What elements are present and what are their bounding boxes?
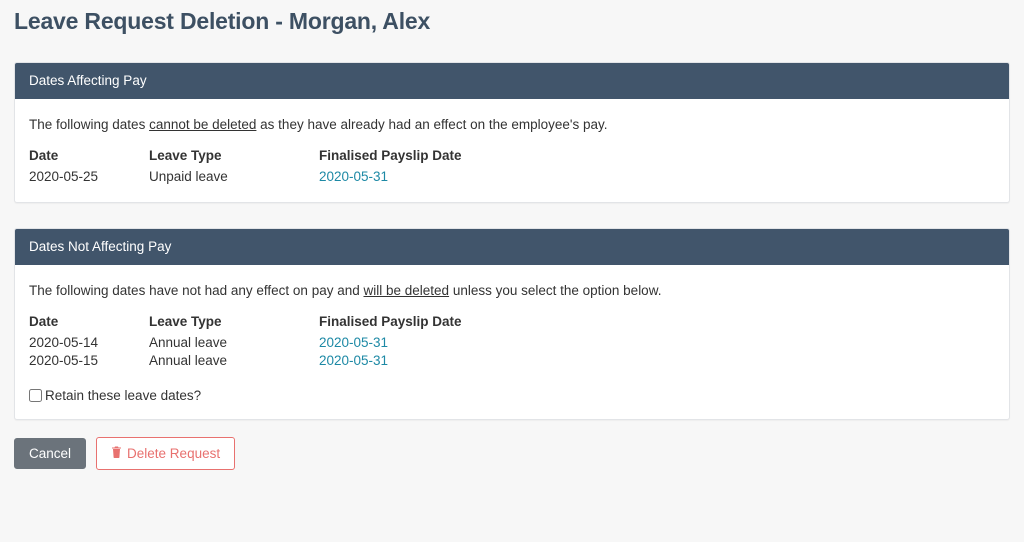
intro-text-after: as they have already had an effect on the employee's pay. [256, 117, 608, 132]
affecting-pay-table [29, 148, 995, 186]
column-header-leave-type: Leave Type [149, 148, 222, 163]
intro-text-before: The following dates have not had any effect on pay and [29, 283, 364, 298]
dates-not-affecting-pay-panel [14, 228, 1010, 420]
dates-not-affecting-pay-header: Dates Not Affecting Pay [15, 229, 1009, 265]
table-row [29, 334, 995, 352]
intro-text-before: The following dates [29, 117, 150, 132]
retain-leave-dates-checkbox[interactable] [29, 389, 42, 402]
affecting-pay-table-body [29, 168, 995, 186]
retain-leave-dates-row[interactable] [29, 388, 995, 403]
cell-payslip-date [319, 334, 995, 352]
column-header-date: Date [29, 314, 59, 329]
not-affecting-pay-table [29, 314, 995, 370]
dates-affecting-pay-body [15, 99, 1009, 202]
intro-text-after: unless you select the option below. [449, 283, 662, 298]
intro-text-emphasis: cannot be deleted [149, 117, 257, 132]
column-header-date: Date [29, 148, 59, 163]
intro-text-emphasis: will be deleted [363, 283, 450, 298]
table-row [29, 168, 995, 186]
table-row [29, 352, 995, 370]
cell-leave-type: Annual leave [149, 335, 228, 350]
delete-request-label: Delete Request [127, 445, 221, 461]
action-buttons [14, 437, 1024, 470]
cell-payslip-date [319, 168, 995, 186]
cell-leave-type: Annual leave [149, 353, 228, 368]
cell-date: 2020-05-14 [29, 335, 99, 350]
trash-icon [111, 446, 122, 461]
dates-affecting-pay-panel [14, 62, 1010, 203]
cell-leave-type: Unpaid leave [149, 169, 228, 184]
column-header-finalised-payslip-date: Finalised Payslip Date [319, 314, 462, 329]
table-header-row [29, 314, 995, 334]
retain-leave-dates-label: Retain these leave dates? [45, 388, 202, 403]
not-affecting-pay-table-body [29, 334, 995, 370]
affecting-pay-table-head [29, 148, 995, 168]
dates-affecting-pay-header: Dates Affecting Pay [15, 63, 1009, 99]
dates-not-affecting-pay-intro [29, 283, 995, 298]
cancel-button[interactable]: Cancel [14, 438, 86, 470]
cell-date: 2020-05-25 [29, 169, 99, 184]
cell-payslip-date [319, 352, 995, 370]
payslip-date-link[interactable]: 2020-05-31 [319, 353, 389, 368]
table-header-row [29, 148, 995, 168]
dates-not-affecting-pay-body [15, 265, 1009, 419]
page-title: Leave Request Deletion - Morgan, Alex [14, 8, 431, 34]
not-affecting-pay-table-head [29, 314, 995, 334]
column-header-leave-type: Leave Type [149, 314, 222, 329]
delete-request-button[interactable] [96, 437, 235, 470]
cell-date: 2020-05-15 [29, 353, 99, 368]
payslip-date-link[interactable]: 2020-05-31 [319, 335, 389, 350]
payslip-date-link[interactable]: 2020-05-31 [319, 169, 389, 184]
dates-affecting-pay-intro [29, 117, 995, 132]
column-header-finalised-payslip-date: Finalised Payslip Date [319, 148, 462, 163]
